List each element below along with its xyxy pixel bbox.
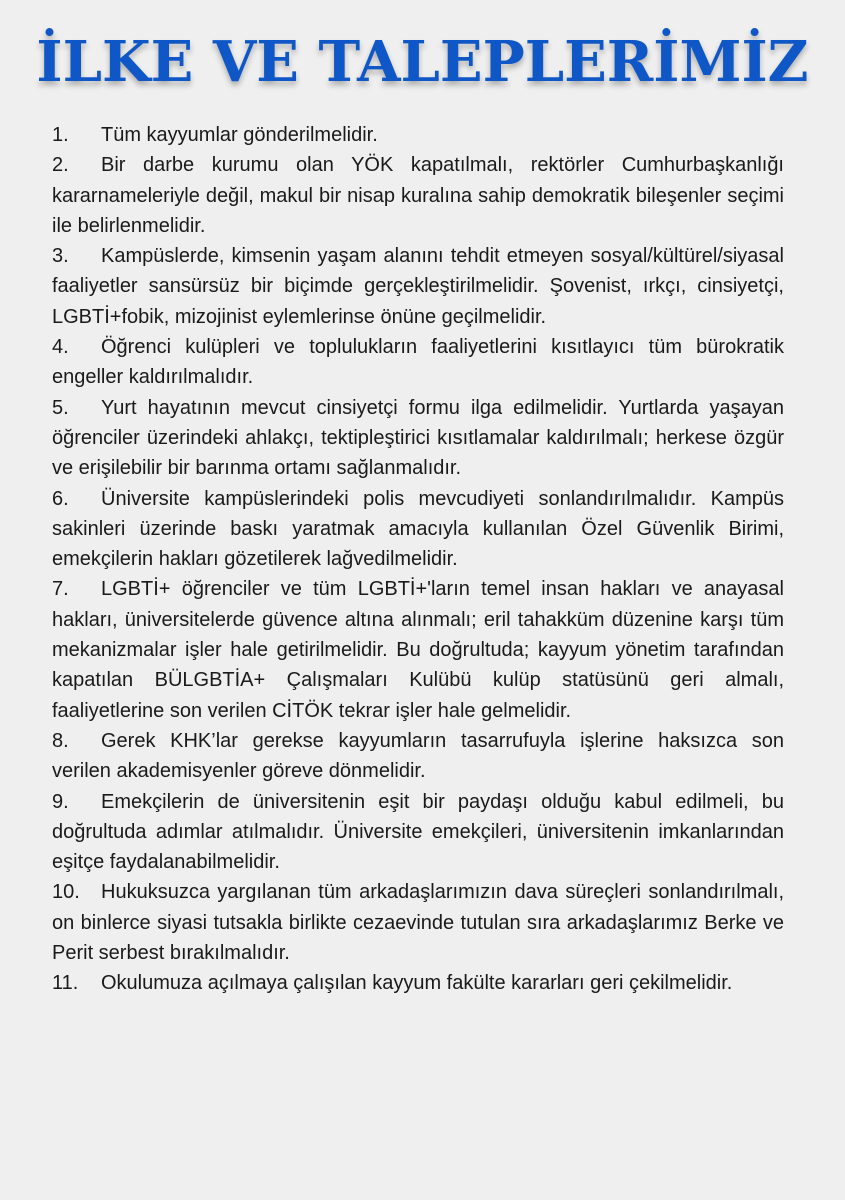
item-number: 3. xyxy=(52,245,69,268)
list-item xyxy=(52,787,784,878)
item-number: 7. xyxy=(52,578,69,601)
item-number: 6. xyxy=(52,487,69,510)
list-item xyxy=(52,393,784,484)
item-text: Gerek KHK’lar gerekse kayyumların tasarrufuyla işlerine haksızca son verilen akademisyenler göreve dönmelidir. xyxy=(52,729,784,783)
item-text: Öğrenci kulüpleri ve toplulukların faaliyetlerini kısıtlayıcı tüm bürokratik engeller kaldırılmalıdır. xyxy=(52,336,784,389)
list-item xyxy=(52,332,784,393)
item-number: 8. xyxy=(52,729,69,752)
list-item xyxy=(52,574,784,725)
list-item xyxy=(52,726,784,787)
item-text: Emekçilerin de üniversitenin eşit bir paydaşı olduğu kabul edilmeli, bu doğrultuda adımlar atılmalıdır. Üniversite emekçileri, üniversitenin imkanlarından eşitçe faydalanabilmelidir. xyxy=(52,790,784,874)
item-number: 4. xyxy=(52,336,69,359)
item-text: Kampüslerde, kimsenin yaşam alanını tehdit etmeyen sosyal/kültürel/siyasal faaliyetler sansürsüz bir biçimde gerçekleştirilmelidir. Şovenist, ırkçı, cinsiyetçi, LGBTİ+fobik, mizojinist eylemlerinse önüne geçilmelidir. xyxy=(52,245,784,328)
item-text: Yurt hayatının mevcut cinsiyetçi formu ilga edilmelidir. Yurtlarda yaşayan öğrenciler üzerindeki ahlakçı, tektipleştirici kısıtlamalar kaldırılmalı; herkese özgür ve erişilebilir bir barınma ortamı sağlanmalıdır. xyxy=(52,396,784,480)
list-item xyxy=(52,150,784,241)
list-item xyxy=(52,241,784,332)
item-number: 5. xyxy=(52,396,69,419)
list-item xyxy=(52,120,784,150)
item-text: Hukuksuzca yargılanan tüm arkadaşlarımızın dava süreçleri sonlandırılmalı, on binlerce siyasi tutsakla birlikte cezaevinde tutulan sıra arkadaşlarımız Berke ve Perit serbest bırakılmalıdır. xyxy=(52,881,784,965)
item-text: LGBTİ+ öğrenciler ve tüm LGBTİ+'ların temel insan hakları ve anayasal hakları, üniversitelerde güvence altına alınmalı; eril tahakküm düzenine karşı tüm mekanizmalar işler hale getirilmelidir. Bu doğrultuda; kayyum yönetim tarafından kapatılan BÜLGBTİA+ Çalışmaları Kulübü kulüp statüsünü geri almalı, faaliyetlerine son verilen CİTÖK tekrar işler hale gelmelidir. xyxy=(52,578,784,722)
item-text: Okulumuza açılmaya çalışılan kayyum fakülte kararları geri çekilmelidir. xyxy=(101,972,733,995)
item-text: Tüm kayyumlar gönderilmelidir. xyxy=(101,124,378,146)
item-number: 9. xyxy=(52,790,69,813)
list-item xyxy=(52,968,784,998)
item-number: 11. xyxy=(52,972,79,995)
list-item xyxy=(52,484,784,575)
item-text: Üniversite kampüslerindeki polis mevcudiyeti sonlandırılmalıdır. Kampüs sakinleri üzerinde baskı yaratmak amacıyla kullanılan Özel Güvenlik Birimi, emekçilerin hakları gözetilerek lağvedilmelidir. xyxy=(52,487,784,571)
item-number: 10. xyxy=(52,881,80,904)
item-number: 2. xyxy=(52,154,69,177)
item-text: Bir darbe kurumu olan YÖK kapatılmalı, rektörler Cumhurbaşkanlığı kararnameleriyle değil, makul bir nisap kuralına sahip demokratik bileşenler seçimi ile belirlenmelidir. xyxy=(52,154,784,237)
list-item xyxy=(52,877,784,968)
demands-list xyxy=(52,120,784,999)
page-title: İLKE VE TALEPLERİMİZ xyxy=(36,29,809,95)
item-number: 1. xyxy=(52,124,69,146)
